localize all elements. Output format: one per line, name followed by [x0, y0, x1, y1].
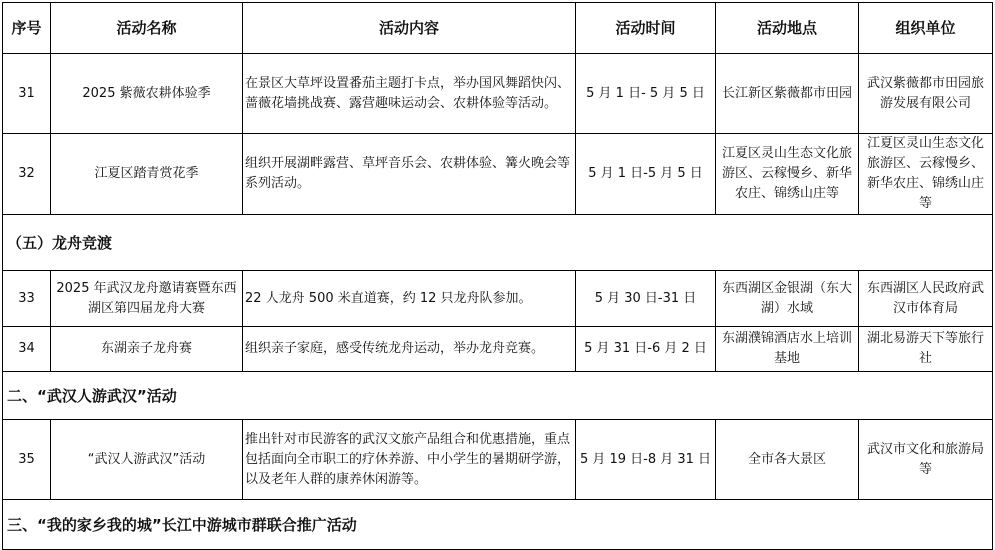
- cell-org: 湖北易游天下等旅行社: [859, 327, 993, 372]
- section-heading-row: [3, 372, 993, 420]
- cell-no: 33: [3, 271, 51, 327]
- section-heading-row: [3, 500, 993, 550]
- section-heading: 二、“武汉人游武汉”活动: [3, 372, 993, 420]
- cell-time: 5 月 30 日-31 日: [576, 271, 716, 327]
- cell-no: 31: [3, 54, 51, 134]
- cell-content: 在景区大草坪设置番茄主题打卡点，举办国风舞蹈快闪、蔷薇花墙挑战赛、露营趣味运动会、农耕体验等活动。: [243, 54, 576, 134]
- cell-no: 32: [3, 134, 51, 215]
- table-row: [3, 134, 993, 215]
- cell-content: 组织亲子家庭，感受传统龙舟运动，举办龙舟竞赛。: [243, 327, 576, 372]
- cell-org: 东西湖区人民政府武汉市体育局: [859, 271, 993, 327]
- cell-name: “武汉人游武汉”活动: [51, 420, 243, 500]
- header-place: 活动地点: [716, 3, 859, 54]
- section-heading: 三、“我的家乡我的城”长江中游城市群联合推广活动: [3, 500, 993, 550]
- header-time: 活动时间: [576, 3, 716, 54]
- table-row: [3, 271, 993, 327]
- cell-no: 35: [3, 420, 51, 500]
- cell-content: 推出针对市民游客的武汉文旅产品组合和优惠措施，重点包括面向全市职工的疗休养游、中小学生的暑期研学游，以及老年人群的康养休闲游等。: [243, 420, 576, 500]
- cell-time: 5 月 1 日- 5 月 5 日: [576, 54, 716, 134]
- cell-content: 组织开展湖畔露营、草坪音乐会、农耕体验、篝火晚会等系列活动。: [243, 134, 576, 215]
- cell-org: 武汉市文化和旅游局等: [859, 420, 993, 500]
- cell-org: 武汉紫薇都市田园旅游发展有限公司: [859, 54, 993, 134]
- cell-no: 34: [3, 327, 51, 372]
- cell-place: 江夏区灵山生态文化旅游区、云稼慢乡、新华农庄、锦绣山庄等: [716, 134, 859, 215]
- table-row: [3, 420, 993, 500]
- cell-name: 江夏区踏青赏花季: [51, 134, 243, 215]
- cell-place: 全市各大景区: [716, 420, 859, 500]
- cell-place: 东湖濮锦酒店水上培训基地: [716, 327, 859, 372]
- table-row: [3, 327, 993, 372]
- table-header-row: [3, 3, 993, 54]
- header-name: 活动名称: [51, 3, 243, 54]
- cell-time: 5 月 1 日-5 月 5 日: [576, 134, 716, 215]
- header-no: 序号: [3, 3, 51, 54]
- activity-table: [2, 2, 993, 550]
- cell-name: 东湖亲子龙舟赛: [51, 327, 243, 372]
- cell-content: 22 人龙舟 500 米直道赛，约 12 只龙舟队参加。: [243, 271, 576, 327]
- cell-place: 长江新区紫薇都市田园: [716, 54, 859, 134]
- table-row: [3, 54, 993, 134]
- header-org: 组织单位: [859, 3, 993, 54]
- cell-org: 江夏区灵山生态文化旅游区、云稼慢乡、新华农庄、锦绣山庄等: [859, 134, 993, 215]
- cell-place: 东西湖区金银湖（东大湖）水域: [716, 271, 859, 327]
- cell-name: 2025 紫薇农耕体验季: [51, 54, 243, 134]
- cell-name: 2025 年武汉龙舟邀请赛暨东西湖区第四届龙舟大赛: [51, 271, 243, 327]
- cell-time: 5 月 31 日-6 月 2 日: [576, 327, 716, 372]
- cell-time: 5 月 19 日-8 月 31 日: [576, 420, 716, 500]
- header-content: 活动内容: [243, 3, 576, 54]
- section-heading: （五）龙舟竞渡: [3, 215, 993, 271]
- section-heading-row: [3, 215, 993, 271]
